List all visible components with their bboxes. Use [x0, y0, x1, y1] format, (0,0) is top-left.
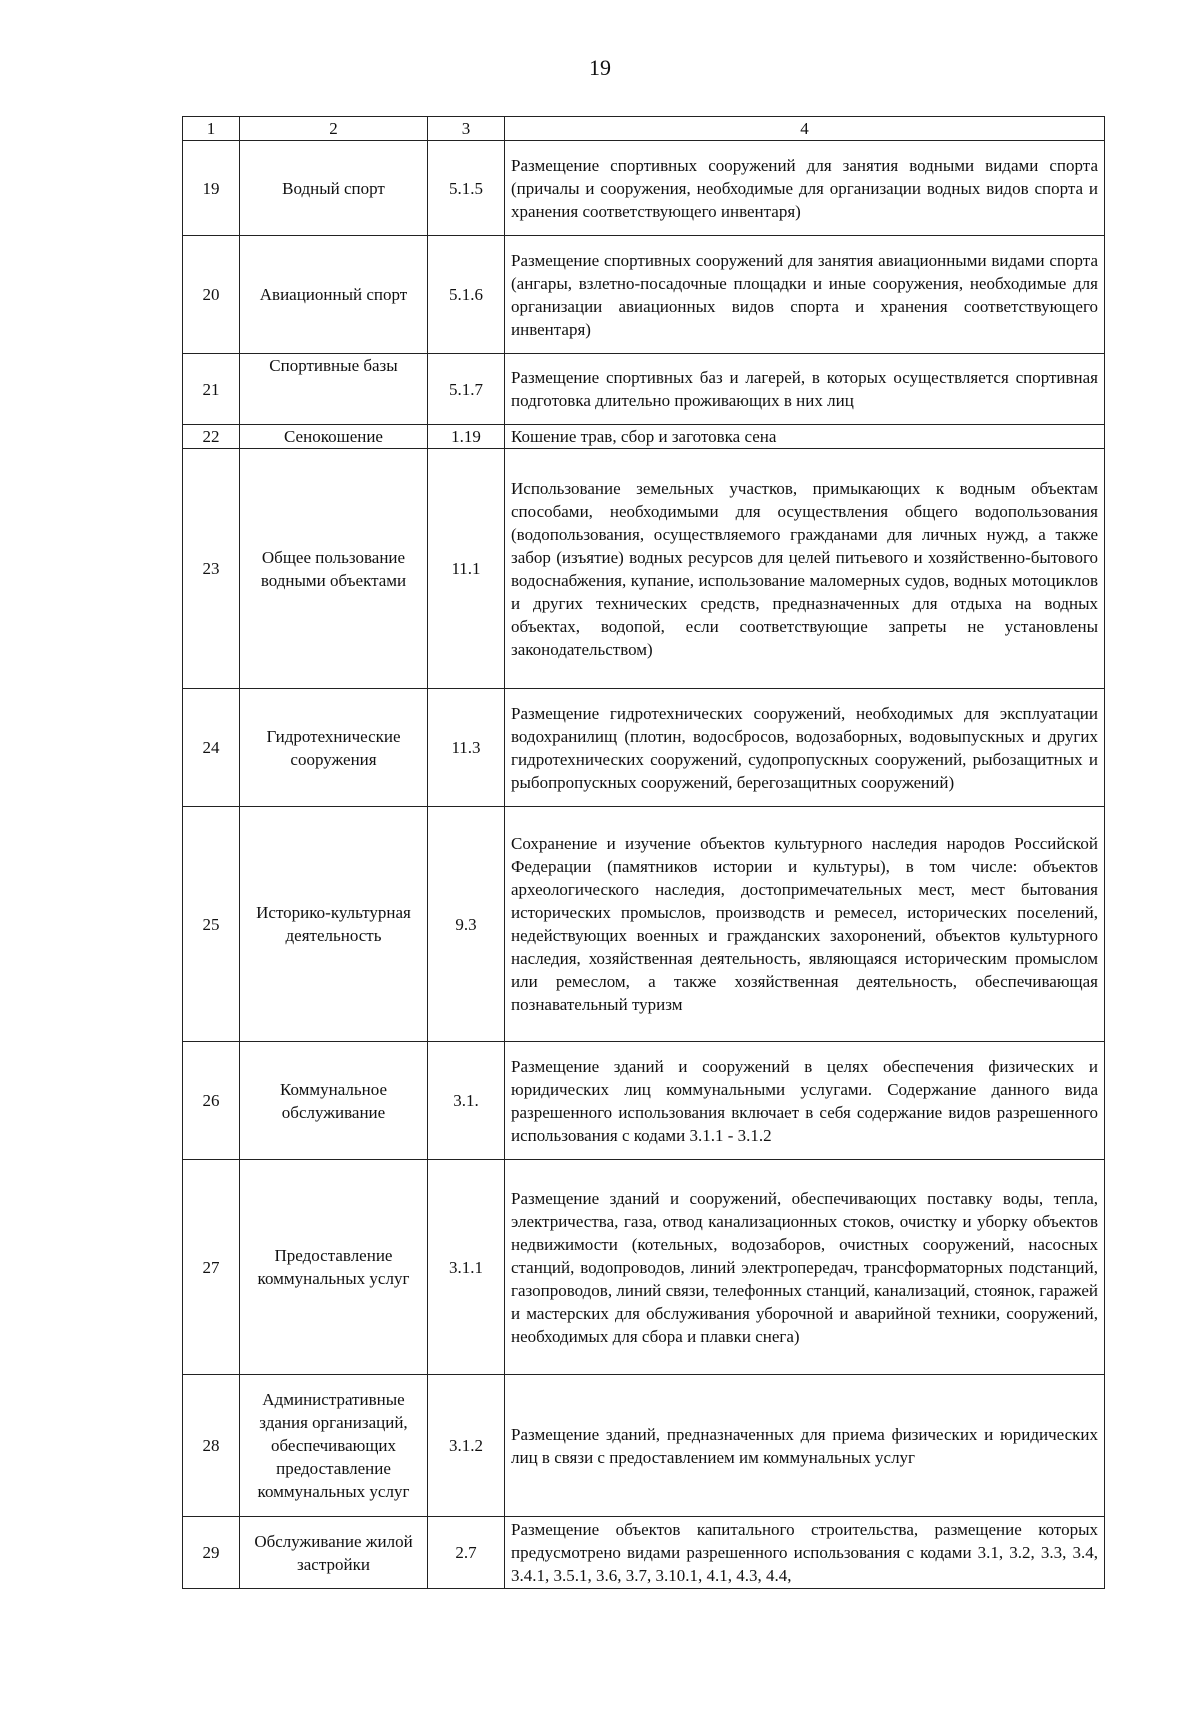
row-code: 3.1.	[428, 1042, 505, 1160]
row-number: 26	[183, 1042, 240, 1160]
row-description: Использование земельных участков, примыкающих к водным объектам способами, необходимыми для осуществления общего водопользования (водопользования, осуществляемого гражданами для личных нужд, а также забор (изъятие) водных ресурсов для целей питьевого и хозяйственно-бытового водоснабжения, купание, использование маломерных судов, водных мотоциклов и других технических средств, предназначенных для отдыха на водных объектах, водопой, если соответствующие запреты не установлены законодательством)	[505, 449, 1105, 689]
row-name: Гидротехнические сооружения	[240, 689, 428, 807]
row-description: Размещение зданий и сооружений в целях обеспечения физических и юридических лиц коммунальными услугами. Содержание данного вида разрешенного использования включает в себя содержание видов разрешенного использования с кодами 3.1.1 - 3.1.2	[505, 1042, 1105, 1160]
row-description: Размещение спортивных сооружений для занятия авиационными видами спорта (ангары, взлетно-посадочные площадки и иные сооружения, необходимые для организации авиационных видов спорта и хранения соответствующего инвентаря)	[505, 236, 1105, 354]
row-number: 23	[183, 449, 240, 689]
table-row	[183, 141, 1105, 236]
table-row	[183, 425, 1105, 449]
row-name: Коммунальное обслуживание	[240, 1042, 428, 1160]
column-header-number: 1	[183, 117, 240, 141]
table-row	[183, 1517, 1105, 1589]
row-code: 2.7	[428, 1517, 505, 1589]
row-description: Размещение объектов капитального строительства, размещение которых предусмотрено видами разрешенного использования с кодами 3.1, 3.2, 3.3, 3.4, 3.4.1, 3.5.1, 3.6, 3.7, 3.10.1, 4.1, 4.3, 4.4,	[505, 1517, 1105, 1589]
row-code: 5.1.7	[428, 354, 505, 425]
row-name: Историко-культурная деятельность	[240, 807, 428, 1042]
row-code: 11.3	[428, 689, 505, 807]
row-description: Размещение спортивных баз и лагерей, в которых осуществляется спортивная подготовка длительно проживающих в них лиц	[505, 354, 1105, 425]
row-name: Спортивные базы	[240, 354, 428, 425]
table-row	[183, 1042, 1105, 1160]
land-use-table	[182, 116, 1105, 1589]
page-number: 19	[589, 55, 611, 80]
table-row	[183, 236, 1105, 354]
table-row	[183, 1375, 1105, 1517]
table-row	[183, 689, 1105, 807]
row-number: 24	[183, 689, 240, 807]
table-row	[183, 354, 1105, 425]
row-name: Сенокошение	[240, 425, 428, 449]
row-description: Сохранение и изучение объектов культурного наследия народов Российской Федерации (памятников истории и культуры), в том числе: объектов археологического наследия, достопримечательных мест, мест бытования исторических промыслов, производств и ремесел, исторических поселений, недействующих военных и гражданских захоронений, объектов культурного наследия, хозяйственная деятельность, являющаяся историческим промыслом или ремеслом, а также хозяйственная деятельность, обеспечивающая познавательный туризм	[505, 807, 1105, 1042]
row-description: Размещение спортивных сооружений для занятия водными видами спорта (причалы и сооружения, необходимые для организации водных видов спорта и хранения соответствующего инвентаря)	[505, 141, 1105, 236]
row-description: Размещение зданий, предназначенных для приема физических и юридических лиц в связи с предоставлением им коммунальных услуг	[505, 1375, 1105, 1517]
row-name: Административные здания организаций, обеспечивающих предоставление коммунальных услуг	[240, 1375, 428, 1517]
row-code: 5.1.6	[428, 236, 505, 354]
row-description: Кошение трав, сбор и заготовка сена	[505, 425, 1105, 449]
table-row	[183, 449, 1105, 689]
row-code: 1.19	[428, 425, 505, 449]
table-row	[183, 807, 1105, 1042]
row-number: 29	[183, 1517, 240, 1589]
row-code: 5.1.5	[428, 141, 505, 236]
row-description: Размещение зданий и сооружений, обеспечивающих поставку воды, тепла, электричества, газа, отвод канализационных стоков, очистку и уборку объектов недвижимости (котельных, водозаборов, очистных сооружений, насосных станций, водопроводов, линий электропередач, трансформаторных подстанций, газопроводов, линий связи, телефонных станций, канализаций, стоянок, гаражей и мастерских для обслуживания уборочной и аварийной техники, сооружений, необходимых для сбора и плавки снега)	[505, 1160, 1105, 1375]
row-code: 11.1	[428, 449, 505, 689]
row-code: 3.1.2	[428, 1375, 505, 1517]
table-header-row	[183, 117, 1105, 141]
column-header-code: 3	[428, 117, 505, 141]
row-number: 20	[183, 236, 240, 354]
row-code: 3.1.1	[428, 1160, 505, 1375]
row-description: Размещение гидротехнических сооружений, необходимых для эксплуатации водохранилищ (плотин, водосбросов, водозаборных, водовыпускных и других гидротехнических сооружений, судопропускных сооружений, рыбозащитных и рыбопропускных сооружений, берегозащитных сооружений)	[505, 689, 1105, 807]
row-number: 19	[183, 141, 240, 236]
row-number: 27	[183, 1160, 240, 1375]
row-name: Водный спорт	[240, 141, 428, 236]
column-header-description: 4	[505, 117, 1105, 141]
row-name: Общее пользование водными объектами	[240, 449, 428, 689]
column-header-name: 2	[240, 117, 428, 141]
row-number: 28	[183, 1375, 240, 1517]
row-number: 21	[183, 354, 240, 425]
row-name: Предоставление коммунальных услуг	[240, 1160, 428, 1375]
table-row	[183, 1160, 1105, 1375]
row-code: 9.3	[428, 807, 505, 1042]
row-number: 22	[183, 425, 240, 449]
row-name: Авиационный спорт	[240, 236, 428, 354]
row-name: Обслуживание жилой застройки	[240, 1517, 428, 1589]
row-number: 25	[183, 807, 240, 1042]
